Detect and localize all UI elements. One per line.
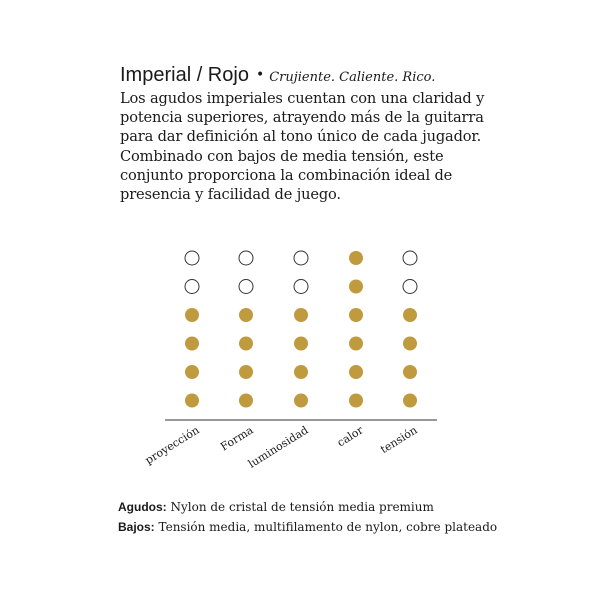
title-bullet: •: [255, 67, 265, 83]
category-label: Forma: [218, 423, 256, 454]
product-title: Imperial / Rojo: [120, 64, 249, 86]
category-labels: [143, 423, 420, 470]
rating-dot-empty: [294, 280, 308, 294]
rating-dot-empty: [403, 280, 417, 294]
rating-dot-filled: [403, 308, 417, 322]
rating-dot-filled: [294, 308, 308, 322]
rating-dot-filled: [294, 337, 308, 351]
rating-dot-filled: [294, 394, 308, 408]
category-label: luminosidad: [245, 423, 311, 471]
rating-dot-filled: [403, 337, 417, 351]
rating-dot-filled: [349, 394, 363, 408]
spec-trebles-value: Nylon de cristal de tensión media premium: [170, 500, 434, 514]
rating-dot-empty: [239, 280, 253, 294]
spec-basses-label: Bajos:: [118, 520, 155, 534]
rating-dot-filled: [403, 365, 417, 379]
rating-dot-filled: [185, 337, 199, 351]
rating-dot-filled: [349, 251, 363, 265]
rating-dot-filled: [349, 337, 363, 351]
rating-dot-filled: [349, 365, 363, 379]
product-tagline: Crujiente. Caliente. Rico.: [269, 70, 436, 85]
spec-basses: [118, 517, 497, 537]
spec-trebles: [118, 497, 497, 517]
category-label: proyección: [142, 423, 202, 467]
specs: [118, 497, 497, 537]
category-label: calor: [334, 423, 366, 450]
rating-dot-filled: [239, 365, 253, 379]
product-description: Los agudos imperiales cuentan con una claridad y potencia superiores, atrayendo más de la guitarra para dar definición al tono único de cada jugador. Combinado con bajos de media tensión, este conjunto proporciona la combinación ideal de presencia y facilidad de juego.: [120, 90, 485, 204]
rating-dot-filled: [239, 308, 253, 322]
rating-dot-empty: [239, 251, 253, 265]
rating-dot-filled: [403, 394, 417, 408]
rating-dot-filled: [349, 308, 363, 322]
rating-dot-filled: [239, 394, 253, 408]
rating-dot-filled: [185, 394, 199, 408]
rating-dot-empty: [185, 251, 199, 265]
rating-dot-empty: [294, 251, 308, 265]
spec-basses-value: Tensión media, multifilamento de nylon, cobre plateado: [158, 520, 498, 534]
category-label: tensión: [378, 423, 420, 457]
rating-dot-empty: [403, 251, 417, 265]
rating-dots: [185, 251, 417, 408]
rating-dot-filled: [185, 308, 199, 322]
rating-dot-filled: [239, 337, 253, 351]
rating-dot-filled: [349, 280, 363, 294]
rating-dot-empty: [185, 280, 199, 294]
rating-dot-filled: [294, 365, 308, 379]
rating-dot-filled: [185, 365, 199, 379]
spec-trebles-label: Agudos:: [118, 500, 167, 514]
